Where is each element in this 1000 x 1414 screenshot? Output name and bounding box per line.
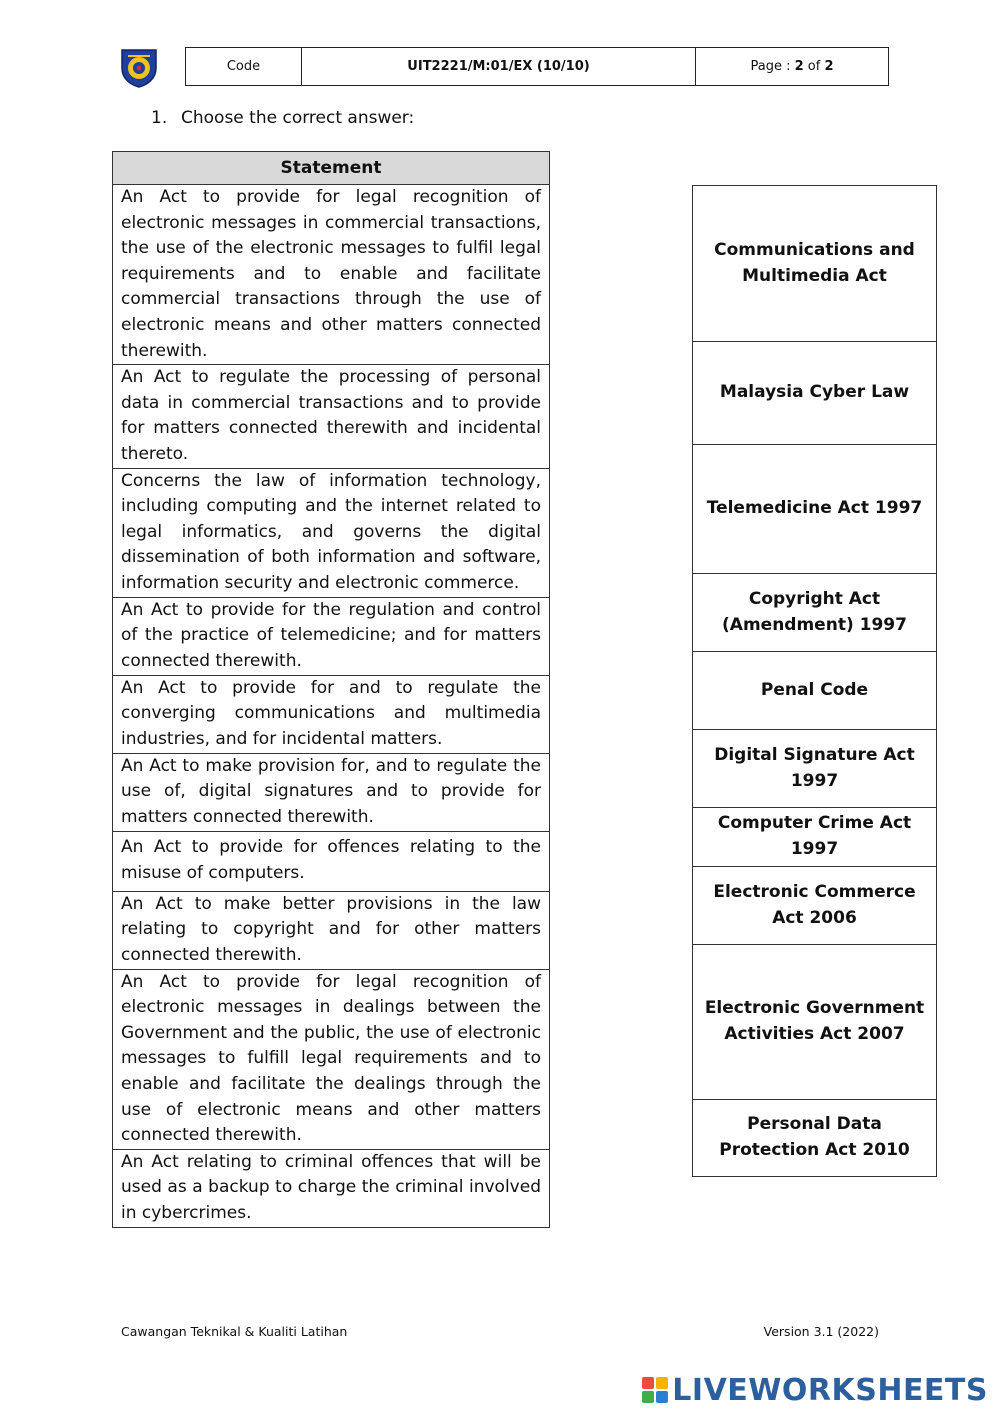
document-header	[185, 47, 889, 86]
liveworksheets-brand	[642, 1372, 988, 1408]
statement-table	[112, 151, 550, 1228]
question-number: 1.	[151, 108, 168, 128]
liveworksheets-logo-icon	[642, 1377, 668, 1403]
page-indicator	[696, 48, 889, 86]
answer-option[interactable]: Electronic Commerce Act 2006	[692, 866, 937, 945]
answer-option[interactable]: Computer Crime Act 1997	[692, 807, 937, 867]
answer-option[interactable]: Personal Data Protection Act 2010	[692, 1099, 937, 1177]
statement-cell: An Act to provide for offences relating to the misuse of computers.	[113, 831, 550, 891]
question-prompt	[151, 108, 414, 128]
answer-option[interactable]: Communications and Multimedia Act	[692, 185, 937, 342]
statement-header: Statement	[113, 152, 550, 185]
answer-option[interactable]: Telemedicine Act 1997	[692, 444, 937, 574]
footer-version: Version 3.1 (2022)	[763, 1324, 879, 1339]
page-of: of	[807, 59, 821, 74]
answer-option[interactable]: Electronic Government Activities Act 2007	[692, 944, 937, 1100]
code-label: Code	[186, 48, 302, 86]
question-text: Choose the correct answer:	[181, 108, 415, 128]
code-value: UIT2221/M:01/EX (10/10)	[302, 48, 696, 86]
statement-cell: An Act to provide for legal recognition of electronic messages in dealings between the Government and the public, the use of electronic messages to fulfill legal requirements and to enable and facilitate the dealings through the use of electronic means and other matters connected therewith.	[113, 969, 550, 1149]
statement-cell: An Act relating to criminal offences that will be used as a backup to charge the criminal involved in cybercrimes.	[113, 1149, 550, 1227]
institution-logo	[118, 46, 160, 88]
brand-name: LIVEWORKSHEETS	[672, 1372, 988, 1408]
page-label: Page :	[750, 59, 791, 74]
footer-organization: Cawangan Teknikal & Kualiti Latihan	[121, 1324, 348, 1339]
page-total: 2	[824, 59, 834, 74]
statement-cell: An Act to make provision for, and to regulate the use of, digital signatures and to provide for matters connected therewith.	[113, 753, 550, 831]
statement-cell: An Act to regulate the processing of personal data in commercial transactions and to provide for matters connected therewith and incidental thereto.	[113, 365, 550, 468]
statement-cell: Concerns the law of information technology, including computing and the internet related to legal informatics, and governs the digital dissemination of both information and software, information security and electronic commerce.	[113, 468, 550, 597]
answer-option[interactable]: Penal Code	[692, 651, 937, 730]
statement-cell: An Act to make better provisions in the law relating to copyright and for other matters connected therewith.	[113, 891, 550, 969]
statement-cell: An Act to provide for and to regulate the converging communications and multimedia industries, and for incidental matters.	[113, 675, 550, 753]
answer-option[interactable]: Digital Signature Act 1997	[692, 729, 937, 808]
statement-cell: An Act to provide for legal recognition of electronic messages in commercial transactions, the use of the electronic messages to fulfil legal requirements and to enable and facilitate commercial transactions through the use of electronic means and other matters connected therewith.	[113, 185, 550, 365]
answer-option[interactable]: Malaysia Cyber Law	[692, 341, 937, 445]
page-current: 2	[794, 59, 804, 74]
statement-cell: An Act to provide for the regulation and control of the practice of telemedicine; and for matters connected therewith.	[113, 597, 550, 675]
answer-option[interactable]: Copyright Act (Amendment) 1997	[692, 573, 937, 652]
